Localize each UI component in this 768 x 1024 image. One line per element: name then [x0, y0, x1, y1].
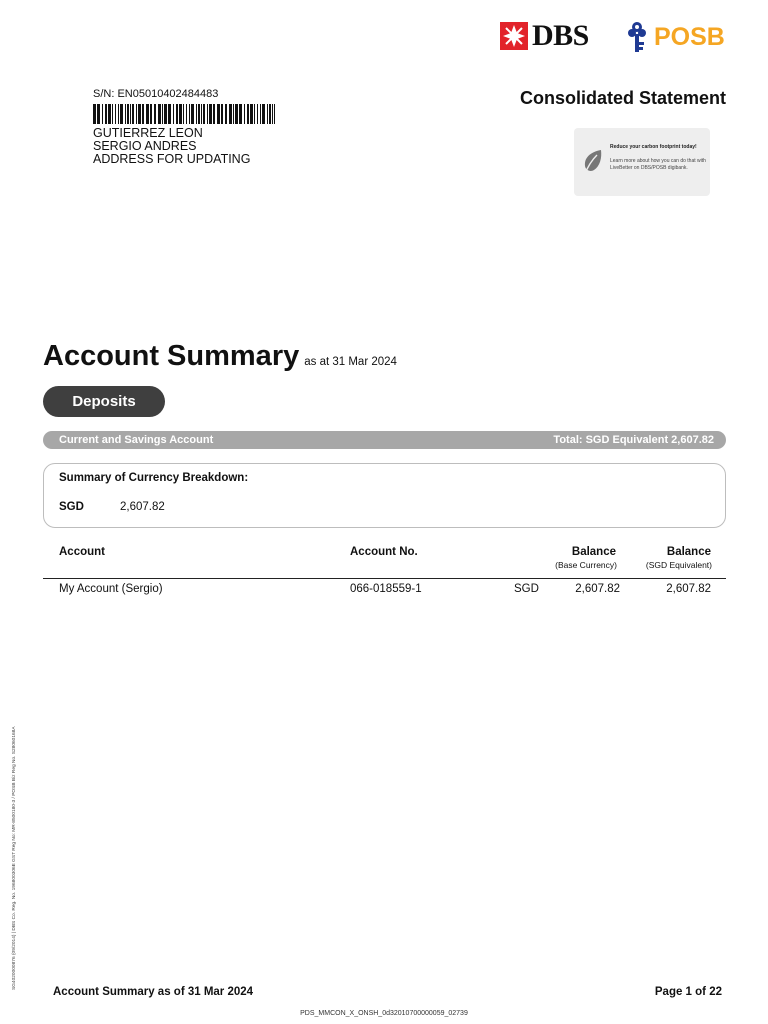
barcode-bar	[183, 104, 184, 124]
barcode-bar	[209, 104, 212, 124]
address-line: ADDRESS FOR UPDATING	[93, 152, 251, 166]
barcode-bar	[235, 104, 238, 124]
barcode-bar	[162, 104, 163, 124]
col-header-balance-base: Balance	[571, 546, 616, 558]
barcode-bar	[191, 104, 194, 124]
barcode-bar	[267, 104, 268, 124]
barcode-bar	[173, 104, 174, 124]
barcode-bar	[154, 104, 156, 124]
col-header-balance-sgd: Balance	[666, 546, 711, 558]
barcode-bar	[105, 104, 107, 124]
col-subheader-base-currency: (Base Currency)	[555, 560, 617, 570]
barcode-bar	[239, 104, 242, 124]
barcode-bar	[244, 104, 245, 124]
row-currency: SGD	[514, 583, 539, 595]
barcode-bar	[269, 104, 271, 124]
barcode-bar	[233, 104, 234, 124]
dbs-star-icon	[500, 22, 528, 50]
currency-breakdown-box	[43, 463, 726, 528]
barcode-bar	[115, 104, 116, 124]
leaf-icon	[582, 148, 604, 176]
promo-card[interactable]	[574, 128, 710, 196]
barcode-bar	[150, 104, 152, 124]
address-line: SERGIO ANDRES	[93, 139, 197, 153]
barcode-bar	[168, 104, 171, 124]
page-number: Page 1 of 22	[654, 986, 722, 998]
page-title: Account Summary	[43, 340, 300, 372]
promo-body: Learn more about how you can do that with LiveBetter on DBS/POSB digibank.	[610, 158, 706, 171]
barcode-bar	[262, 104, 265, 124]
barcode-bar	[272, 104, 273, 124]
barcode-bar	[130, 104, 131, 124]
as-at-date: as at 31 Mar 2024	[304, 356, 397, 368]
barcode-bar	[125, 104, 126, 124]
barcode-bar	[274, 104, 275, 124]
barcode-bar	[97, 104, 100, 124]
deposits-tab: Deposits	[43, 386, 165, 417]
barcode-bar	[118, 104, 119, 124]
barcode-bar	[250, 104, 253, 124]
barcode-bar	[189, 104, 190, 124]
barcode-bar	[207, 104, 208, 124]
section-header-bar	[43, 431, 726, 449]
barcode-bar	[108, 104, 111, 124]
address-line: GUTIERREZ LEON	[93, 126, 203, 140]
barcode-bar	[127, 104, 129, 124]
barcode-bar	[93, 104, 96, 124]
barcode-bar	[247, 104, 249, 124]
barcode-bar	[196, 104, 197, 124]
recipient-address	[93, 127, 250, 166]
dbs-wordmark: DBS	[532, 19, 589, 52]
barcode-bar	[198, 104, 200, 124]
account-summary-heading	[43, 340, 397, 373]
row-balance-sgd: 2,607.82	[666, 583, 711, 595]
statement-title: Consolidated Statement	[519, 88, 726, 108]
posb-key-icon	[628, 20, 652, 54]
barcode-bar	[201, 104, 202, 124]
row-account-name: My Account (Sergio)	[59, 583, 163, 595]
barcode-bar	[260, 104, 261, 124]
footer-summary-label: Account Summary as of 31 Mar 2024	[53, 986, 254, 998]
barcode-bar	[142, 104, 144, 124]
barcode-bar	[158, 104, 161, 124]
breakdown-amount: 2,607.82	[120, 501, 165, 513]
barcode-bar	[132, 104, 134, 124]
barcode-bar	[179, 104, 182, 124]
col-header-account: Account	[59, 546, 105, 558]
regulatory-side-text: SG4020000876 (09/2014) | DBS Co. Reg. No. 196800306E GST Reg No: MR-8500180-3 / POSB Biz Reg No. S28060168A	[12, 726, 17, 990]
barcode-bar	[136, 104, 137, 124]
barcode-bar	[164, 104, 167, 124]
barcode-bar	[257, 104, 258, 124]
barcode-bar	[176, 104, 178, 124]
table-header-divider	[43, 578, 726, 579]
promo-title: Reduce your carbon footprint today!	[610, 144, 697, 150]
dbs-logo	[500, 19, 589, 52]
row-account-no: 066-018559-1	[350, 583, 422, 595]
barcode-bar	[213, 104, 215, 124]
barcode-bar	[186, 104, 187, 124]
barcode-bar	[120, 104, 123, 124]
barcode-bar	[217, 104, 220, 124]
barcode-bar	[138, 104, 141, 124]
serial-number: S/N: EN05010402484483	[93, 88, 219, 100]
posb-logo	[628, 20, 725, 54]
barcode	[93, 104, 275, 124]
breakdown-title: Summary of Currency Breakdown:	[59, 472, 249, 484]
barcode-bar	[221, 104, 223, 124]
row-balance-base: 2,607.82	[575, 583, 620, 595]
barcode-bar	[146, 104, 149, 124]
posb-wordmark: POSB	[654, 22, 725, 51]
breakdown-currency: SGD	[59, 501, 84, 513]
barcode-bar	[254, 104, 255, 124]
barcode-bar	[102, 104, 103, 124]
col-subheader-sgd-equivalent: (SGD Equivalent)	[645, 560, 712, 570]
barcode-bar	[203, 104, 205, 124]
barcode-bar	[225, 104, 227, 124]
barcode-bar	[229, 104, 232, 124]
document-code: PDS_MMCON_X_ONSH_0d32010700000059_02739	[300, 1010, 468, 1017]
section-label: Current and Savings Account	[59, 434, 214, 446]
col-header-account-no: Account No.	[350, 546, 418, 558]
section-total: Total: SGD Equivalent 2,607.82	[553, 434, 714, 446]
barcode-bar	[112, 104, 113, 124]
